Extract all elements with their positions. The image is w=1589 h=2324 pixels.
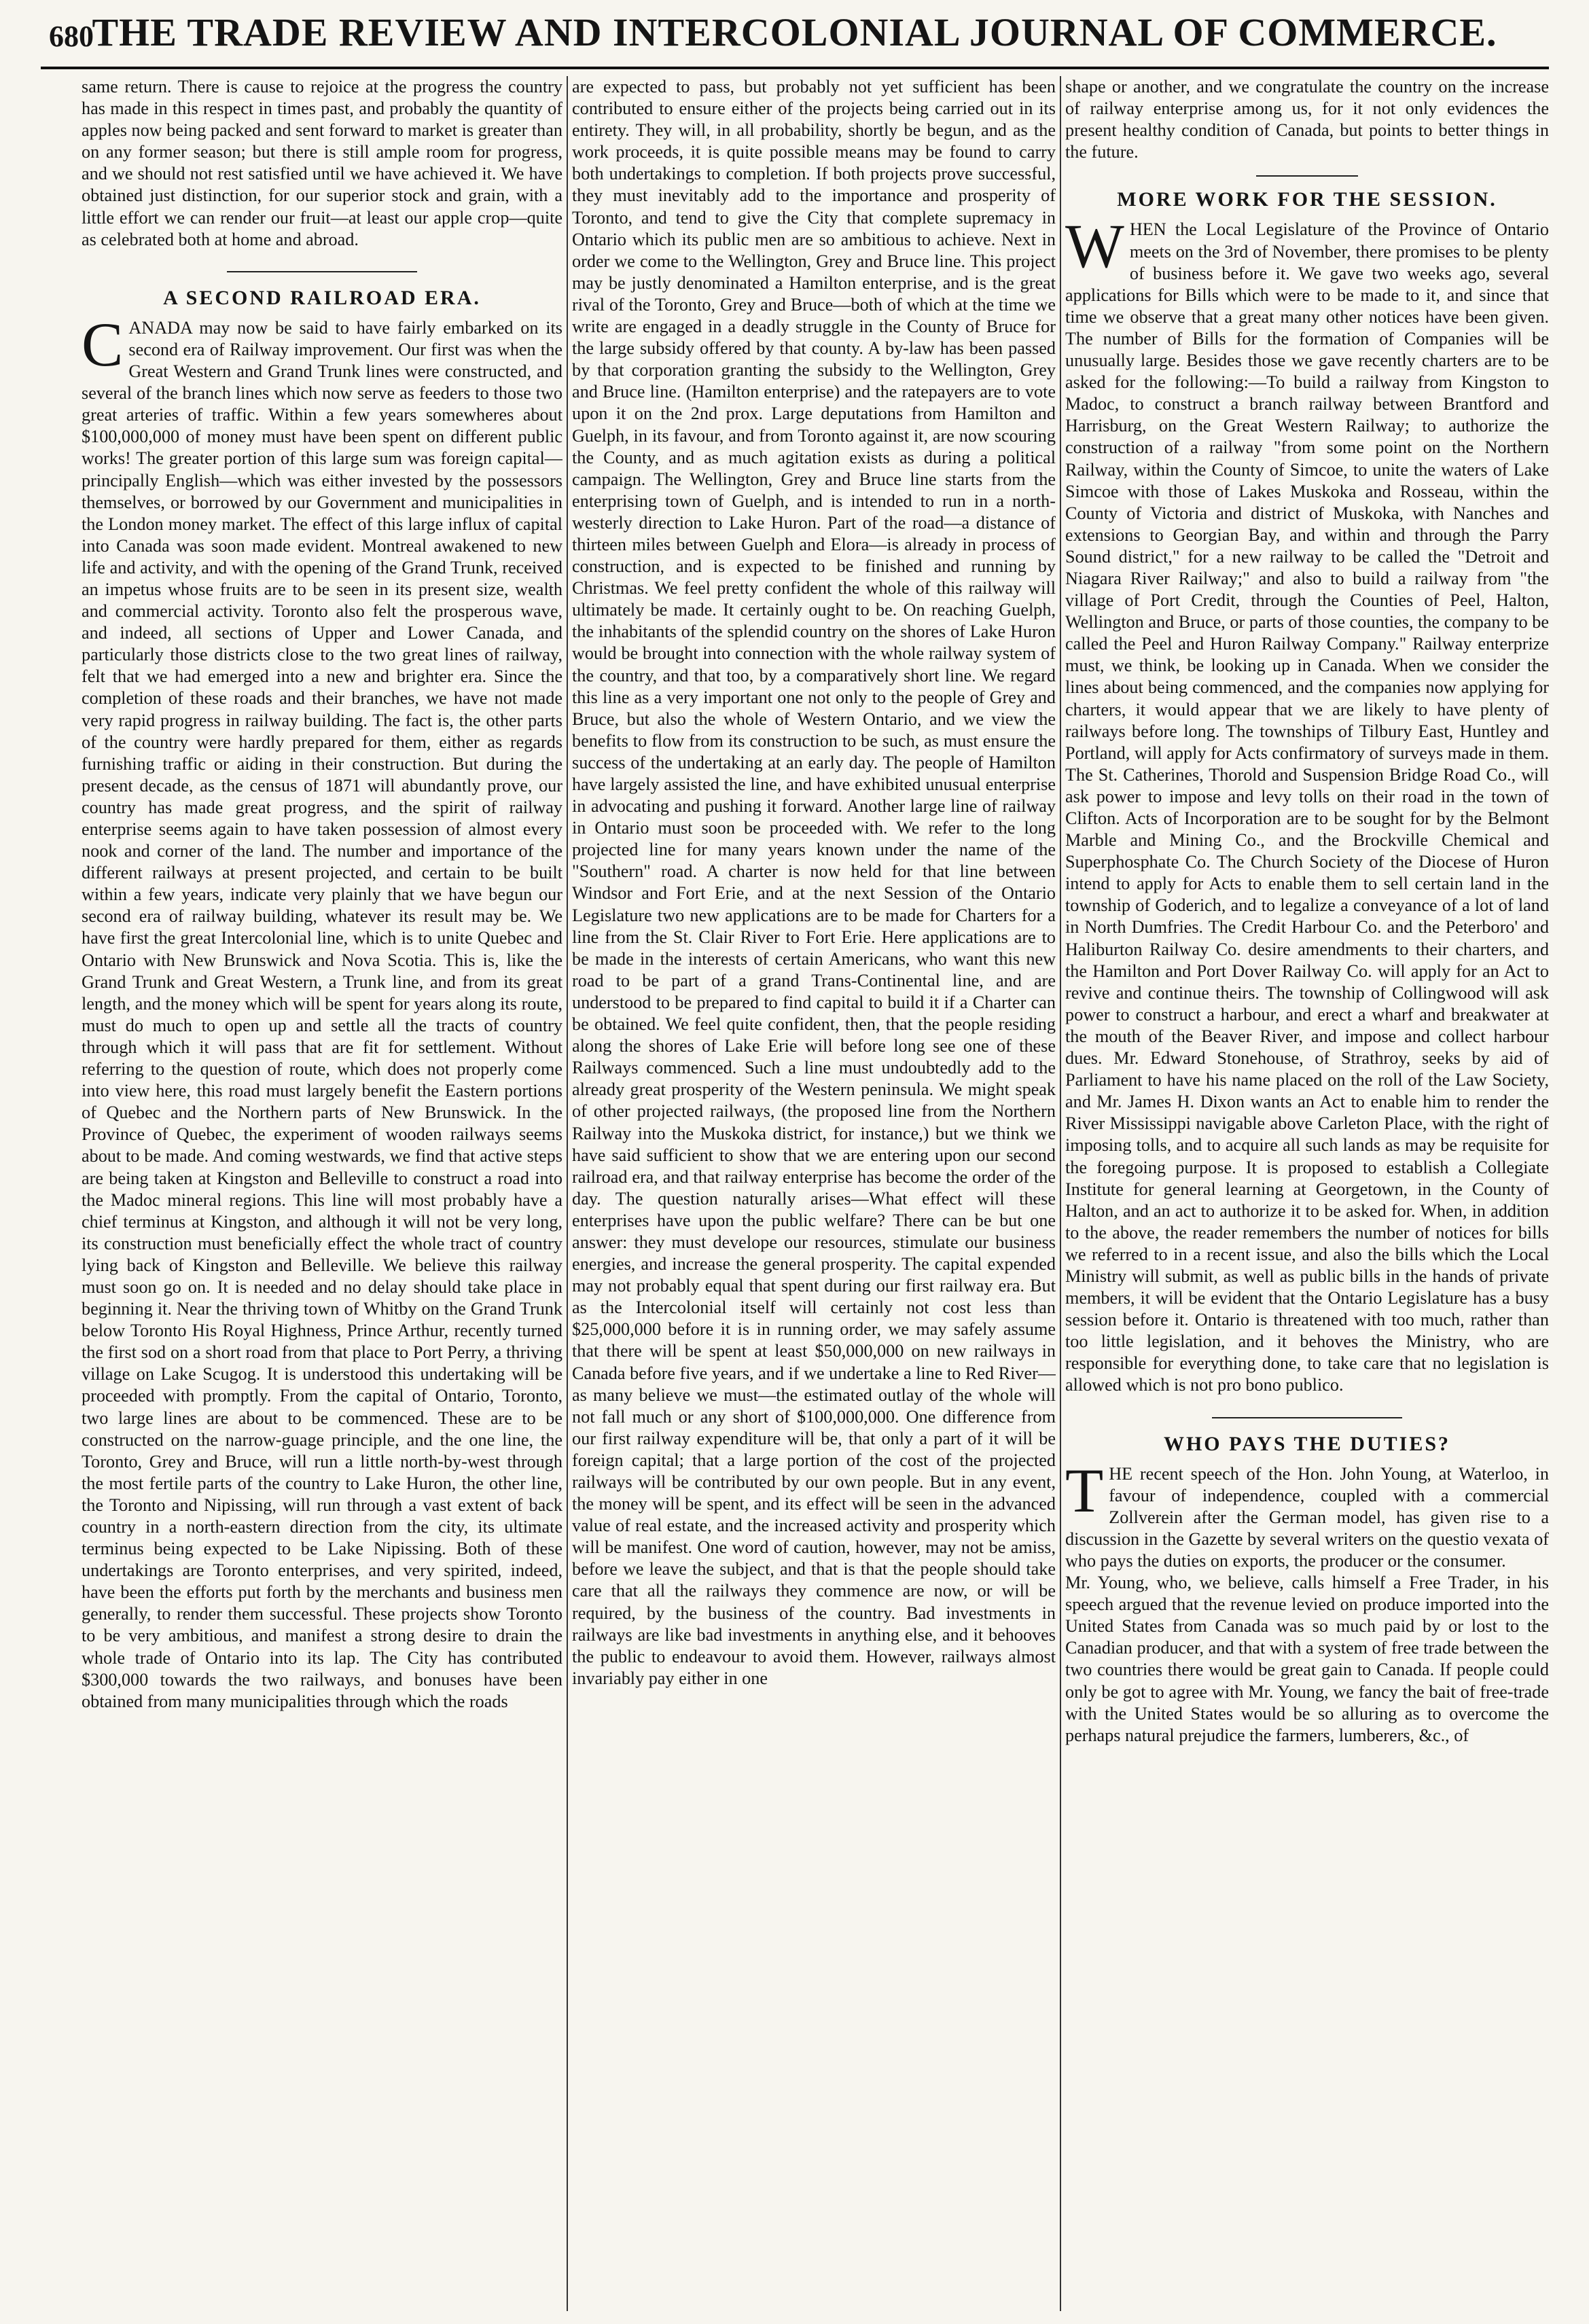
article-text: ANADA may now be said to have fairly embarked on its second era of Railway improvement. Our first was when the Great Western and Grand Trunk lines were constructed, and several of the branch lines which now serve as feeders to those two great arteries of traffic. Within a few years somewheres about $100,000,000 of money must have been spent on different public works! The greater portion of this large sum was foreign capital—principally English—which was either invested by the possessors themselves, or borrowed by our Government and municipalities in the London money market. The effect of this large influx of capital into Canada was soon made evident. Montreal awakened to new life and activity, and with the opening of the Grand Trunk, received an impetus whose fruits are to be seen in its present size, wealth and commercial activity. Toronto also felt the prosperous wave, and indeed, all sections of Upper and Lower Canada, and particularly those districts close to the two great lines of railway, felt that we had emerged into a new and brighter era. Since the completion of these roads and their branches, we have not made very rapid progress in railway building. The fact is, the other parts of the country were hardly prepared for them, either as regards furnishing traffic or aiding in their construction. But during the present decade, as the census of 1871 will abundantly prove, our country has made great progress, and the spirit of railway enterprise seems again to have taken possession of almost every nook and corner of the land. The number and importance of the different railways at present projected, and certain to be built within a few years, indicate very plainly that we have begun our second era of railway building, whatever its result may be. We have first the great Intercolonial line, which is to unite Quebec and Ontario with New Brunswick and Nova Scotia. This is, like the Grand Trunk and Great Western, a Trunk line, and from its great length, and the money which will be spent for years along its route, must do much to open up and settle all the tracts of country through which it will pass that are fit for settlement. Without referring to the question of route, which does not properly come into view here, this road must largely benefit the Eastern portions of Quebec and the Northern parts of New Brunswick. In the Province of Quebec, the experiment of wooden railways seems about to be made. And coming westwards, we find that active steps are being taken at Kingston and Belleville to construct a road into the Madoc mineral regions. This line will most probably have a chief terminus at Kingston, and although it will not be very long, its construction must beneficially effect the whole tract of country lying back of Kingston and Belleville. We believe this railway must soon go on. It is needed and no delay should take place in beginning it. Near the thriving town of Whitby on the Grand Trunk below Toronto His Royal Highness, Prince Arthur, recently turned the first sod on a short road from that place to Port Perry, a thriving village on Lake Scugog. It is understood this undertaking will be proceeded with promptly. From the capital of Ontario, Toronto, two large lines are about to be commenced. These are to be constructed on the narrow-guage principle, and the one line, the Toronto, Grey and Bruce, will run a little north-by-west through the most fertile parts of the country to Lake Huron, the other line, the Toronto and Nipissing, will run through a vast extent of back country in a north-eastern direction from the city, its ultimate terminus being expected to be Lake Nipissing. Both of these undertakings are Toronto enterprises, and very spirited, indeed, have been the efforts put forth by the merchants and business men generally, to render them successful. These projects show Toronto to be very ambitious, and manifest a strong desire to drain the whole trade of Ontario into its lap. The City has contributed $300,000 towards the two railways, and bonuses have been obtained from many municipalities through which the roads	[82, 317, 563, 1711]
page-number: 680	[49, 20, 94, 53]
article-heading: A SECOND RAILROAD ERA.	[163, 286, 481, 309]
article-body-continued: are expected to pass, but probably not yet sufficient has been contributed to ensure either of the projects being carried out in its entirety. They will, in all probability, shortly be begun, and as the work proceeds, it is quite possible means may be found to carry both undertakings to completion. If both projects prove successful, they must inevitably add to the importance and prosperity of Toronto, and tend to give the City that complete supremacy in Ontario which its public men are so ambitious to achieve. Next in order we come to the Wellington, Grey and Bruce line. This project may be justly denominated a Hamilton enterprise, and is the great rival of the Toronto, Grey and Bruce—both of which at the time we write are engaged in a deadly struggle in the County of Bruce for the large subsidy offered by that county. A by-law has been passed by that corporation granting the subsidy to the Wellington, Grey and Bruce line. (Hamilton enterprise) and the ratepayers are to vote upon it on the 2nd prox. Large deputations from Hamilton and Guelph, in its favour, and from Toronto against it, are now scouring the County, and as much agitation exists as during a political campaign. The Wellington, Grey and Bruce line starts from the enterprising town of Guelph, and is intended to run in a north-westerly direction to Lake Huron. Part of the road—a distance of thirteen miles between Guelph and Elora—is already in process of construction, and is expected to be finished and running by Christmas. We feel pretty confident the whole of this railway will ultimately be made. It certainly ought to be. On reaching Guelph, the inhabitants of the splendid country on the shores of Lake Huron would be brought into connection with the whole railway system of the country, and that too, by a comparatively short line. We regard this line as a very important one not only to the people of Grey and Bruce, but also the whole of Western Ontario, and we view the benefits to flow from its construction to be such, as must ensure the success of the undertaking at an early day. The people of Hamilton have largely assisted the line, and have exhibited unusual enterprise in advocating and pushing it forward. Another large line of railway in Ontario must soon be proceeded with. We refer to the long projected line for many years known under the name of the "Southern" road. A charter is now held for that line between Windsor and Fort Erie, and at the next Session of the Ontario Legislature two new applications are to be made for Charters for a line from the St. Clair River to Fort Erie. Here applications are to be made in the interests of certain Americans, who want this new road to be part of a grand Trans-Continental line, and are understood to be prepared to find capital to build it if a Charter can be obtained. We feel quite confident, then, that the people residing along the shores of Lake Erie will before long see one of these Railways commenced. Such a line must undoubtedly add to the already great prosperity of the Western peninsula. We might speak of other projected railways, (the proposed line from the Northern Railway into the Muskoka district, for instance,) but we think we have said sufficient to show that we are entering upon our second railroad era, and that railway enterprise has become the order of the day. The question naturally arises—What effect will these enterprises have upon the public welfare? There can be but one answer: they must develope our resources, stimulate our business energies, and increase the general prosperity. The capital expended may not probably equal that spent during our first railway era. But as the Intercolonial itself will certainly not cost less than $25,000,000 before it is in running order, we may safely assume that there will be spent at least $50,000,000 on new railways in Canada before five years, and if we undertake a line to Red River—as many believe we must—the estimated outlay of the whole will not fall much or any short of $100,000,000. One difference from our first railway expenditure will be, that only a part of it will be foreign capital; that a large portion of the cost of the projected railways will be contributed by our own people. But in any event, the money will be spent, and its effect will be seen in the advanced value of real estate, and the increased activity and prosperity which will be manifest. One word of caution, however, may not be amiss, before we leave the subject, and that is that the people should take care that all the railways they commence are now, or will be required, by the business of the country. Bad investments in railways are like bad investments in anything else, and it behooves the public to endeavour to avoid them. However, railways almost invariably pay either in one	[572, 77, 1056, 1688]
drop-cap: W	[1065, 211, 1124, 281]
continued-text: same return. There is cause to rejoice at the progress the country has made in this respect in times past, and probably the quantity of apples now being packed and sent forward to market is greater than on any former season; but there is still ample room for progress, and we should not rest satisfied until we have achieved it. We have obtained just distinction, for our superior stock and grain, with a little effort we can render our fruit—at least our apple crop—quite as celebrated both at home and abroad.	[82, 77, 563, 249]
column-3	[1065, 76, 1549, 2311]
continued-text: shape or another, and we congratulate the country on the increase of railway enterprise among us, for it not only evidences the present healthy condition of Canada, but points to better things in the future.	[1065, 77, 1549, 162]
article-body	[1065, 211, 1549, 1396]
header-rule	[41, 67, 1549, 69]
drop-cap: C	[82, 309, 124, 379]
section-divider	[227, 271, 417, 272]
article-text: HEN the Local Legislature of the Province of Ontario meets on the 3rd of November, there promises to be plenty of business before it. We gave two weeks ago, several applications for Bills which were to be made to it, and since that time we observe that a great many other notices have been given. The number of Bills for the formation of Companies will be unusually large. Besides those we gave recently charters are to be asked for the following:—To build a railway from Kingston to Madoc, to construct a branch railway between Brantford and Harrisburg, on the Great Western Railway; to authorize the construction of a railway "from some point on the Northern Railway, within the County of Simcoe, to unite the waters of Lake Simcoe with those of Lakes Muskoka and Rosseau, within the County of Victoria and district of Muskoka, with Nanches and extensions to Georgian Bay, and within and through the Parry Sound district," for a new railway to be called the "Detroit and Niagara River Railway;" and also to build a railway from "the village of Port Credit, through the Counties of Peel, Halton, Wellington and Bruce, or parts of those counties, the company to be called the Peel and Huron Railway Company." Railway enterprize must, we think, be looking up in Canada. When we consider the lines about being commenced, and the companies now applying for charters, it would appear that we are likely to have plenty of railways before long. The townships of Tilbury East, Huntley and Portland, will apply for Acts confirmatory of surveys made in them. The St. Catherines, Thorold and Suspension Bridge Road Co., will ask power to impose and levy tolls on their road in the town of Clifton. Acts of Incorporation are to be sought for by the Belmont Marble and Mining Co., and the Brockville Chemical and Superphosphate Co. The Church Society of the Diocese of Huron intend to apply for Acts to enable them to sell certain land in the township of Goderich, and to legalize a conveyance of a lot of land in North Dumfries. The Credit Harbour Co. and the Peterboro' and Haliburton Railway Co. desire amendments to their charters, and the Hamilton and Port Dover Railway Co. will apply for an Act to revive and continue theirs. The township of Collingwood will ask power to construct a harbour, and erect a wharf and breakwater at the mouth of the Beaver River, and impose and collect harbour dues. Mr. Edward Stonehouse, of Strathroy, seeks by aid of Parliament to have his name placed on the roll of the Law Society, and Mr. James H. Dixon wants an Act to enable him to render the River Mississippi navigable above Carleton Place, with the right of imposing tolls, and to acquire all such lands as may be requisite for the foregoing purpose. It is proposed to establish a Collegiate Institute for general learning at Georgetown, in the County of Halton, and an act to authorize it to be asked for. When, in addition to the above, the reader remembers the number of notices for bills we referred to in a recent issue, and also the bills which the Local Ministry will submit, as well as public bills in the hands of private members, it will be evident that the Ontario Legislature has a busy session before it. Ontario is threatened with too much, rather than too little legislation, and it behoves the Ministry, who are responsible for everything done, to take care that no legislation is allowed which is not pro bono publico.	[1065, 219, 1549, 1395]
article-body	[82, 309, 563, 1713]
column-divider	[567, 76, 568, 2311]
article-text: HE recent speech of the Hon. John Young, at Waterloo, in favour of independence, coupled with a commercial Zollverein after the German model, has given rise to a discussion in the Gazette by several writers on the questio vexata of who pays the duties on exports, the producer or the consumer.	[1065, 1463, 1549, 1571]
section-divider	[1256, 175, 1358, 177]
article-body	[1065, 1455, 1549, 1572]
article-paragraph: Mr. Young, who, we believe, calls himself a Free Trader, in his speech argued that the revenue levied on produce imported into the United States from Canada was so much paid by or lost to the Canadian producer, and that with a system of free trade between the two countries there would be great gain to Canada. If people could only be got to agree with Mr. Young, we fancy the bait of free-trade with the United States would be so alluring as to overcome the perhaps natural prejudice the farmers, lumberers, &c., of	[1065, 1573, 1549, 1745]
article-heading: MORE WORK FOR THE SESSION.	[1117, 188, 1497, 211]
section-divider	[1212, 1417, 1402, 1418]
column-divider	[1060, 76, 1061, 2311]
column-2	[572, 76, 1056, 2311]
article-heading: WHO PAYS THE DUTIES?	[1163, 1432, 1451, 1455]
masthead-title: THE TRADE REVIEW AND INTERCOLONIAL JOURNAL OF COMMERCE.	[92, 10, 1497, 54]
drop-cap: T	[1065, 1455, 1104, 1525]
column-1	[82, 76, 563, 2311]
